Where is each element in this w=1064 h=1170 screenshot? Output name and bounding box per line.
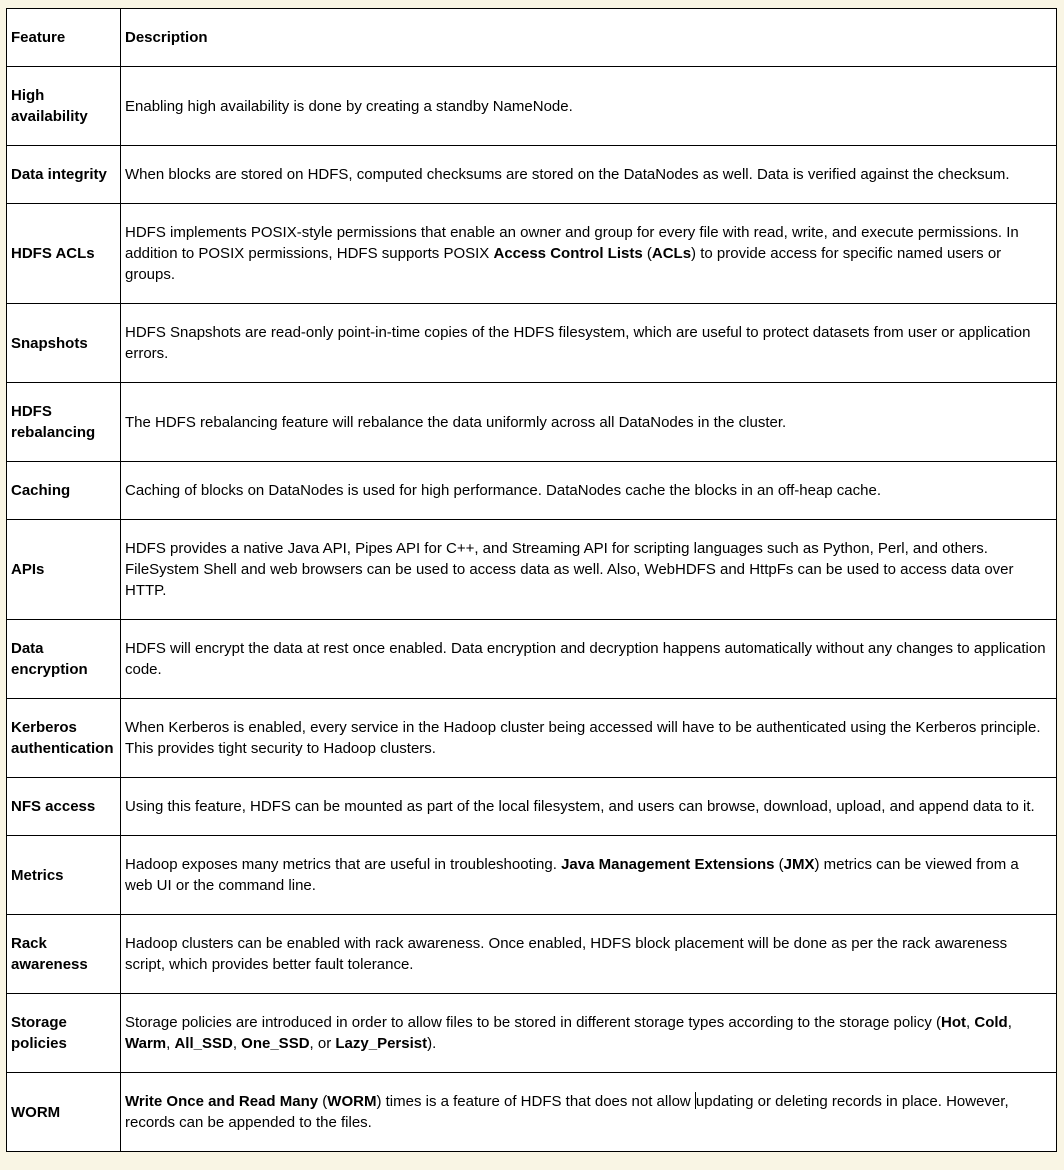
description-text-bold: ACLs	[651, 245, 692, 262]
description-cell	[121, 304, 1057, 383]
description-cell	[121, 994, 1057, 1073]
description-text: ,	[1007, 1014, 1012, 1031]
description-cell	[121, 462, 1057, 520]
table-row	[7, 67, 1057, 146]
description-text: Hadoop clusters can be enabled with rack awareness. Once enabled, HDFS block placement will be done as per the rack awareness script, which provides better fault tolerance.	[125, 935, 1008, 973]
feature-cell: Metrics	[7, 836, 121, 915]
feature-cell: High availability	[7, 67, 121, 146]
feature-cell: HDFS ACLs	[7, 204, 121, 304]
description-cell	[121, 836, 1057, 915]
description-text-bold: Write Once and Read Many	[125, 1093, 319, 1110]
description-cell	[121, 383, 1057, 462]
description-text-bold: WORM	[327, 1093, 377, 1110]
description-cell	[121, 778, 1057, 836]
description-text-bold: Lazy_Persist	[335, 1035, 428, 1052]
description-text-bold: Access Control Lists	[493, 245, 643, 262]
description-text: ).	[427, 1035, 437, 1052]
feature-cell: HDFS rebalancing	[7, 383, 121, 462]
table-row	[7, 915, 1057, 994]
description-text: HDFS Snapshots are read-only point-in-time copies of the HDFS filesystem, which are useful to protect datasets from user or application errors.	[125, 324, 1031, 362]
description-cell	[121, 915, 1057, 994]
table-row	[7, 1073, 1057, 1152]
table-row	[7, 146, 1057, 204]
description-text: HDFS implements POSIX-style permissions that enable an owner and group for every file with read, write, and execute permissions. In addition to POSIX permissions, HDFS supports POSIX	[125, 224, 1019, 262]
description-cell	[121, 67, 1057, 146]
description-text: Hadoop exposes many metrics that are useful in troubleshooting.	[125, 856, 562, 873]
feature-cell: NFS access	[7, 778, 121, 836]
table-row	[7, 204, 1057, 304]
table-row	[7, 994, 1057, 1073]
description-text: When blocks are stored on HDFS, computed checksums are stored on the DataNodes as well. Data is verified against the checksum.	[125, 166, 1010, 183]
table-row	[7, 699, 1057, 778]
feature-cell: WORM	[7, 1073, 121, 1152]
description-cell	[121, 204, 1057, 304]
description-text: (	[318, 1093, 328, 1110]
description-text: HDFS provides a native Java API, Pipes API for C++, and Streaming API for scripting languages such as Python, Perl, and others. FileSystem Shell and web browsers can be used to access data as well. Also, WebHDFS and HttpFs can be used to access data over HTTP.	[125, 540, 1014, 599]
description-text: HDFS will encrypt the data at rest once enabled. Data encryption and decryption happens automatically without any changes to application code.	[125, 640, 1046, 678]
header-row	[7, 9, 1057, 67]
description-text-bold: All_SSD	[174, 1035, 233, 1052]
description-text-bold: Java Management Extensions	[561, 856, 775, 873]
table-row	[7, 520, 1057, 620]
table-row	[7, 462, 1057, 520]
table-row	[7, 836, 1057, 915]
feature-cell: Rack awareness	[7, 915, 121, 994]
description-text: (	[774, 856, 784, 873]
description-text: Enabling high availability is done by creating a standby NameNode.	[125, 97, 573, 115]
description-text-bold: Hot	[941, 1014, 967, 1031]
description-text: When Kerberos is enabled, every service in the Hadoop cluster being accessed will have to be authenticated using the Kerberos principle. This provides tight security to Hadoop clusters.	[125, 719, 1041, 757]
description-text: ,	[232, 1035, 242, 1052]
hdfs-features-table	[6, 8, 1057, 1152]
description-cell	[121, 620, 1057, 699]
description-text: ) metrics can be viewed from a web UI or the command line.	[125, 856, 1019, 894]
description-text: (	[642, 245, 652, 262]
description-text-bold: One_SSD	[241, 1035, 310, 1052]
table-row	[7, 304, 1057, 383]
description-text: Caching of blocks on DataNodes is used for high performance. DataNodes cache the blocks in an off-heap cache.	[125, 482, 881, 499]
feature-cell: Storage policies	[7, 994, 121, 1073]
description-text: The HDFS rebalancing feature will rebalance the data uniformly across all DataNodes in the cluster.	[125, 413, 787, 431]
description-text: Using this feature, HDFS can be mounted as part of the local filesystem, and users can browse, download, upload, and append data to it.	[125, 798, 1035, 815]
feature-cell: Kerberos authentication	[7, 699, 121, 778]
feature-cell: Caching	[7, 462, 121, 520]
table-body	[7, 67, 1057, 1152]
description-text: updating or deleting records in place. However, records can be appended to the files.	[125, 1093, 1009, 1131]
feature-cell: Data encryption	[7, 620, 121, 699]
description-text-bold: JMX	[783, 856, 815, 873]
table-row	[7, 778, 1057, 836]
description-text: Storage policies are introduced in order to allow files to be stored in different storage types according to the storage policy (	[125, 1014, 942, 1031]
table-row	[7, 620, 1057, 699]
description-text-bold: Cold	[974, 1014, 1008, 1031]
description-cell	[121, 699, 1057, 778]
feature-cell: Data integrity	[7, 146, 121, 204]
feature-cell: Snapshots	[7, 304, 121, 383]
feature-column-header: Feature	[7, 9, 121, 67]
description-text: ,	[166, 1035, 175, 1052]
description-column-header: Description	[121, 9, 1057, 67]
description-text: , or	[309, 1035, 336, 1052]
description-text: ) times is a feature of HDFS that does not allow	[376, 1093, 695, 1110]
table-row	[7, 383, 1057, 462]
feature-cell: APIs	[7, 520, 121, 620]
description-text-bold: Warm	[125, 1035, 167, 1052]
description-text: ,	[966, 1014, 975, 1031]
description-cell	[121, 1073, 1057, 1152]
description-text: ) to provide access for specific named users or groups.	[125, 245, 1002, 283]
description-cell	[121, 520, 1057, 620]
description-cell	[121, 146, 1057, 204]
